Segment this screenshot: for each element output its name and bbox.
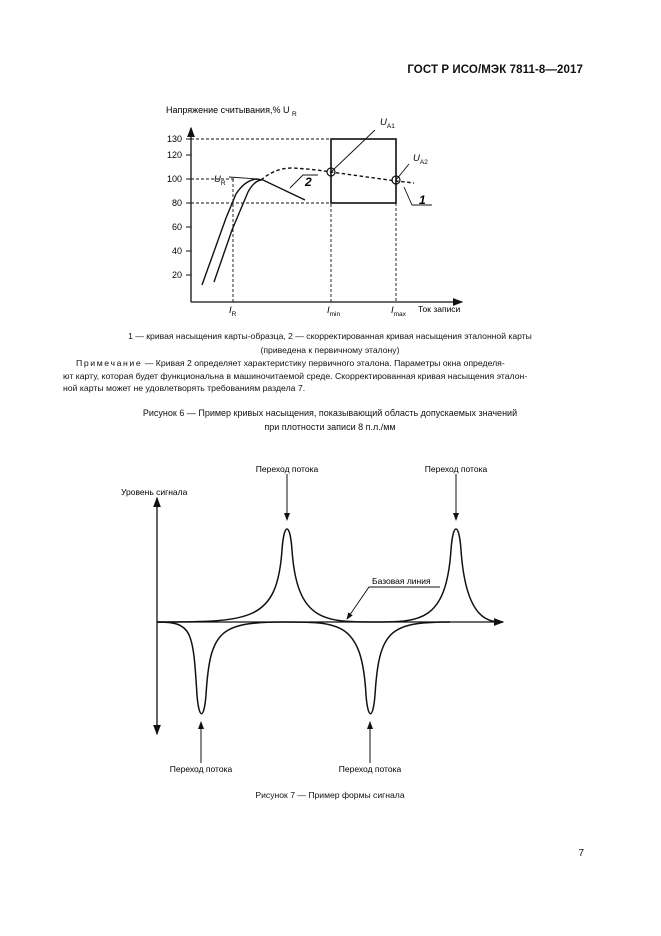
page-number: 7 <box>578 848 584 859</box>
label-ua1: $U_{A1}$ <box>380 117 395 130</box>
signal-axis-label: Уровень сигнала <box>121 487 188 497</box>
legend-line-1: 1 — кривая насыщения карты-образца, 2 — скорректированная кривая насыщения эталонной карты <box>128 331 532 341</box>
label-ua2: $U_{A2}$ <box>413 153 428 166</box>
y-tick-80: 80 <box>171 198 182 208</box>
y-tick-100: 100 <box>166 174 182 184</box>
tolerance-window <box>331 139 396 203</box>
note-label: Примечание <box>76 358 143 368</box>
y-axis-label: Напряжение считывания,% U $_R$ <box>166 105 297 118</box>
curve-2-label: 2 <box>305 175 312 189</box>
figure-6-caption <box>60 406 600 434</box>
baseline-label: Базовая линия <box>372 576 431 586</box>
label-ur: $U_R$ <box>214 174 226 187</box>
figure-7-caption: Рисунок 7 — Пример формы сигнала <box>255 790 405 800</box>
curve-2-dashed <box>261 168 414 183</box>
figure-6-legend <box>60 329 600 357</box>
figure-6-note <box>63 357 583 395</box>
document-header: ГОСТ Р ИСО/МЭК 7811-8—2017 <box>407 64 583 76</box>
y-tick-120: 120 <box>166 150 182 160</box>
figure-7-signal-diagram <box>0 440 661 780</box>
label-imin: $I_{min}$ <box>327 305 341 318</box>
curve-1-label: 1 <box>419 193 426 207</box>
note-text-3: ной карты может не удовлетворять требованиям раздела 7. <box>63 383 306 393</box>
waveform-upper <box>157 529 503 622</box>
legend-line-2: (приведена к первичному эталону) <box>260 345 400 355</box>
x-axis-label: Ток записи <box>418 304 461 314</box>
note-text-1: — Кривая 2 определяет характеристику первичного эталона. Параметры окна определя- <box>142 358 505 368</box>
y-tick-40: 40 <box>171 246 182 256</box>
caption-6-line-1: Рисунок 6 — Пример кривых насыщения, показывающий область допускаемых значений <box>142 408 518 418</box>
y-tick-130: 130 <box>166 134 182 144</box>
curve-1 <box>202 179 305 285</box>
label-imax: $I_{max}$ <box>391 305 406 318</box>
y-tick-20: 20 <box>171 270 182 280</box>
y-tick-60: 60 <box>171 222 182 232</box>
flux-label-bottom-1: Переход потока <box>169 764 233 774</box>
flux-label-top-1: Переход потока <box>255 464 319 474</box>
note-text-2: ют карту, которая будет функциональна в машиночитаемой среде. Скорректированная кривая насыщения эталон- <box>63 370 528 381</box>
figure-6-saturation-chart <box>0 0 661 330</box>
waveform-lower <box>157 622 450 714</box>
caption-6-line-2: при плотности записи 8 п.л./мм <box>264 422 396 432</box>
label-ir: $I_R$ <box>229 305 237 318</box>
flux-label-top-2: Переход потока <box>424 464 488 474</box>
flux-label-bottom-2: Переход потока <box>338 764 402 774</box>
